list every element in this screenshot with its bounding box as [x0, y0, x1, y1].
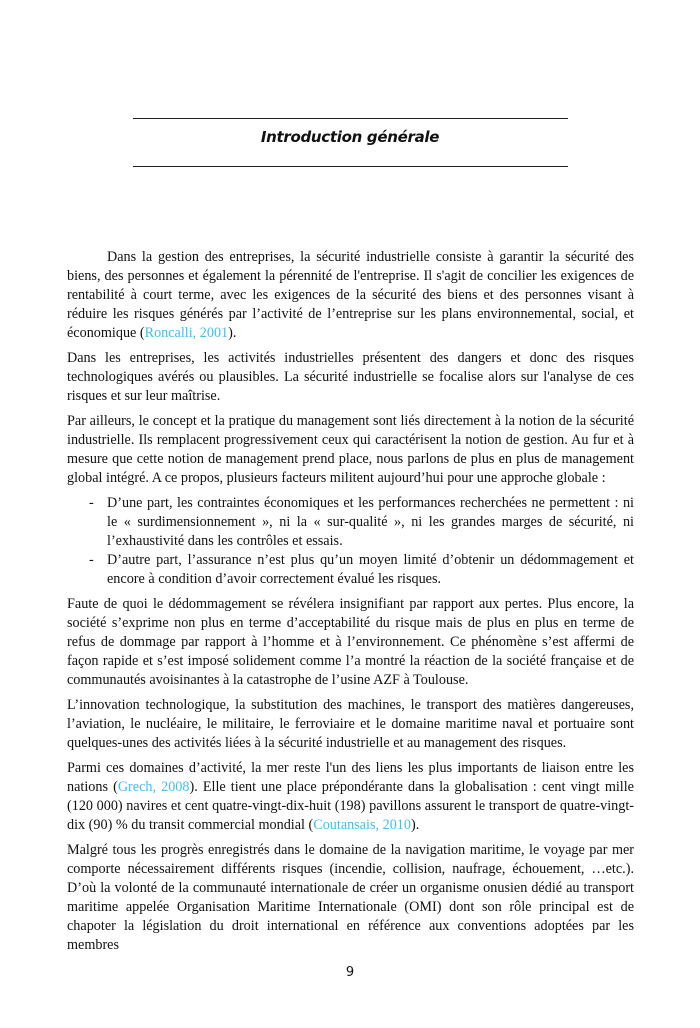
paragraph-text: ). — [228, 325, 237, 341]
bullet-marker: - — [89, 552, 94, 568]
paragraph-6 — [67, 759, 634, 835]
paragraph-1 — [67, 248, 634, 343]
citation-link[interactable]: Grech, 2008 — [117, 779, 190, 795]
list-item — [89, 551, 634, 589]
title-rule-top — [133, 118, 568, 119]
title-rule-bottom — [133, 166, 568, 167]
bullet-marker: - — [89, 495, 94, 511]
page-title: Introduction générale — [260, 128, 440, 146]
paragraph-4: Faute de quoi le dédommagement se révélera insignifiant par rapport aux pertes. Plus encore, la société s’exprime non plus en terme d’acceptabilité du risque mais de plus en plus en terme de refus de dommage par rapport à l’homme et à l’environnement. Ce phénomène s’est affermi de façon rapide et s’est imposé solidement comme l’a montré la réaction de la société française et de communautés avoisinantes à la catastrophe de l’usine AZF à Toulouse. — [67, 596, 634, 688]
paragraph-2: Dans les entreprises, les activités industrielles présentent des dangers et donc des risques technologiques avérés ou plausibles. La sécurité industrielle se focalise alors sur l'analyse de ces risques et sur leur maîtrise. — [67, 350, 634, 404]
paragraph-7: Malgré tous les progrès enregistrés dans le domaine de la navigation maritime, le voyage par mer comporte nécessairement différents risques (incendie, collision, naufrage, échouement, …etc.). D’où la volonté de la communauté internationale de créer un organisme onusien dédié au transport maritime appelée Organisation Maritime Internationale (OMI) dont son rôle principal est de chapoter la législation du droit international en référence aux conventions adoptées par les membres — [67, 842, 634, 953]
paragraph-5: L’innovation technologique, la substitution des machines, le transport des matières dangereuses, l’aviation, le nucléaire, le militaire, le ferroviaire et le domaine maritime naval et portuaire sont quelques-unes des activités liées à la sécurité industrielle et au management des risques. — [67, 697, 634, 751]
document-body — [67, 248, 634, 961]
paragraph-text: Parmi ces domaines d’activité, la mer reste l'un des liens les plus importants de liaison entre les nations ( — [67, 760, 634, 795]
paragraph-text: ). Elle tient une place prépondérante dans la globalisation : cent vingt mille (120 000) navires et cent quatre-vingt-dix-huit (198) pavillons assurent le transport de quatre-vingt-dix (90) % du transit commercial mondial ( — [67, 779, 634, 833]
list-item-text: D’autre part, l’assurance n’est plus qu’un moyen limité d’obtenir un dédommagement et encore à condition d’avoir correctement évalué les risques. — [107, 552, 634, 587]
list-item — [89, 494, 634, 551]
list-item-text: D’une part, les contraintes économiques et les performances recherchées ne permettent : ni le « surdimensionnement », ni la « sur-qualité », ni les grandes marges de sécurité, ni l’exhaustivité dans les contrôles et essais. — [107, 495, 634, 549]
paragraph-text: ). — [410, 817, 420, 833]
paragraph-3: Par ailleurs, le concept et la pratique du management sont liés directement à la notion de la sécurité industrielle. Ils remplacent progressivement ceux qui caractérisent la notion de gestion. Au fur et à mesure que cette notion de management prend place, nous parlons de plus en plus de management global intégré. A ce propos, plusieurs facteurs militent aujourd’hui pour une approche globale : — [67, 413, 634, 486]
page-number: 9 — [345, 965, 355, 980]
bullet-list — [67, 494, 634, 589]
paragraph-text: Dans la gestion des entreprises, la sécurité industrielle consiste à garantir la sécurité des biens, des personnes et également la pérennité de l'entreprise. Il s'agit de concilier les exigences de rentabilité à court terme, avec les exigences de la sécurité des biens et des personnes visant à réduire les risques générés par l’activité de l’entreprise sur les plans environnemental, social, et économique ( — [67, 249, 634, 341]
citation-link[interactable]: Roncalli, 2001 — [144, 325, 229, 341]
citation-link[interactable]: Coutansais, 2010 — [313, 817, 411, 833]
